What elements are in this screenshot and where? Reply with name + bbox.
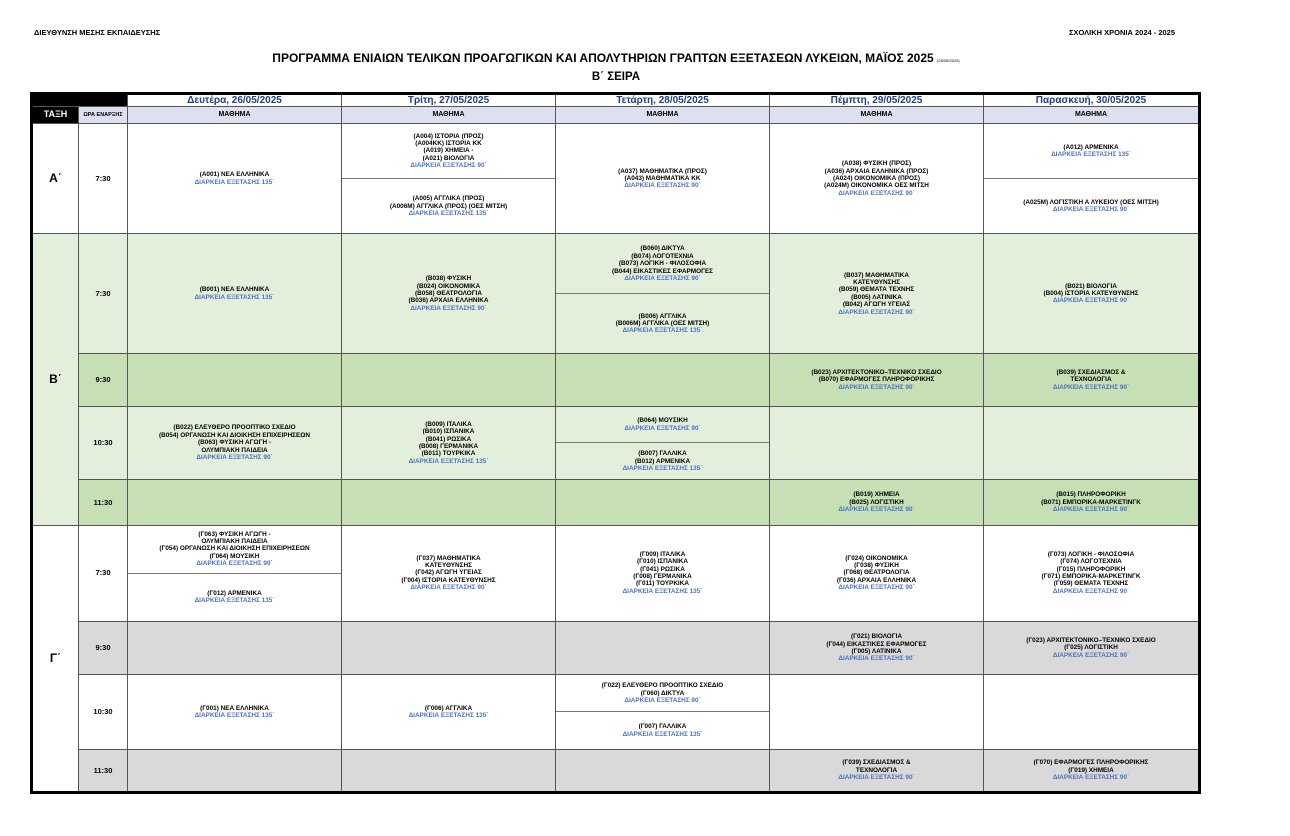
exam-duration: ΔΙΑΡΚΕΙΑ ΕΞΕΤΑΣΗΣ 135΄ xyxy=(194,293,275,301)
subject-line: (Α012) ΑΡΜΕΝΙΚΑ xyxy=(1063,143,1119,151)
subject-line: (Γ005) ΛΑΤΙΝΙΚΑ xyxy=(851,647,902,655)
subject-line: ΤΕΧΝΟΛΟΓΙΑ xyxy=(855,766,898,774)
exam-duration: ΔΙΑΡΚΕΙΑ ΕΞΕΤΑΣΗΣ 135΄ xyxy=(194,178,275,186)
subject-line: (Γ037) ΜΑΘΗΜΑΤΙΚΑ xyxy=(416,554,481,562)
day-header: Τρίτη, 27/05/2025 xyxy=(342,94,556,107)
exam-cell xyxy=(984,525,1200,621)
exam-duration: ΔΙΑΡΚΕΙΑ ΕΞΕΤΑΣΗΣ 135΄ xyxy=(408,209,489,217)
time-cell: 7:30 xyxy=(79,525,128,621)
time-cell: 10:30 xyxy=(79,675,128,749)
subject-line: (Γ063) ΦΥΣΙΚΗ ΑΓΩΓΗ - xyxy=(198,530,271,538)
page-subtitle: Β΄ ΣΕΙΡΑ xyxy=(591,71,641,83)
subject-line: (Γ009) ΙΤΑΛΙΚΑ xyxy=(639,550,686,558)
subject-line: (Γ021) ΒΙΟΛΟΓΙΑ xyxy=(850,633,903,641)
exam-cell xyxy=(770,480,984,525)
exam-cell xyxy=(128,675,342,749)
exam-duration: ΔΙΑΡΚΕΙΑ ΕΞΕΤΑΣΗΣ 135΄ xyxy=(622,465,703,473)
row-b-930 xyxy=(32,354,1200,407)
subject-line: (Β041) ΡΩΣΙΚΑ xyxy=(425,435,472,443)
exam-duration: ΔΙΑΡΚΕΙΑ ΕΞΕΤΑΣΗΣ 90΄ xyxy=(624,182,701,190)
exam-cell xyxy=(556,354,770,407)
exam-cell xyxy=(984,234,1200,354)
exam-duration: ΔΙΑΡΚΕΙΑ ΕΞΕΤΑΣΗΣ 135΄ xyxy=(622,730,703,738)
exam-duration: ΔΙΑΡΚΕΙΑ ΕΞΕΤΑΣΗΣ 90΄ xyxy=(624,274,701,282)
subject-line: (Β070) ΕΦΑΡΜΟΓΕΣ ΠΛΗΡΟΦΟΡΙΚΗΣ xyxy=(818,376,935,384)
exam-cell xyxy=(342,480,556,525)
row-b-1130 xyxy=(32,480,1200,525)
ora-header: ΩΡΑ ΕΝΑΡΞΗΣ xyxy=(79,107,128,124)
exam-cell xyxy=(984,621,1200,675)
subject-line: (Β008) ΓΕΡΜΑΝΙΚΑ xyxy=(418,442,479,450)
exam-duration: ΔΙΑΡΚΕΙΑ ΕΞΕΤΑΣΗΣ 90΄ xyxy=(1052,773,1130,781)
row-c-930 xyxy=(32,621,1200,675)
exam-duration: ΔΙΑΡΚΕΙΑ ΕΞΕΤΑΣΗΣ 90΄ xyxy=(838,584,915,592)
subject-line: (Β038) ΦΥΣΙΚΗ xyxy=(425,275,472,283)
exam-cell xyxy=(984,123,1200,233)
exam-cell xyxy=(984,406,1200,479)
exam-schedule-table xyxy=(30,92,1201,794)
time-cell: 9:30 xyxy=(79,354,128,407)
taxi-header: ΤΑΞΗ xyxy=(32,107,79,124)
class-label-c: Γ΄ xyxy=(32,525,79,792)
exam-cell xyxy=(342,406,556,479)
exam-duration: ΔΙΑΡΚΕΙΑ ΕΞΕΤΑΣΗΣ 90΄ xyxy=(1052,297,1130,305)
exam-duration: ΔΙΑΡΚΕΙΑ ΕΞΕΤΑΣΗΣ 135΄ xyxy=(1051,151,1131,159)
subject-line: (Α025Μ) ΛΟΓΙΣΤΙΚΗ Α ΛΥΚΕΙΟΥ (ΟΕΣ ΜΙΤΣΗ) xyxy=(1023,198,1159,206)
subject-line: (Β007) ΓΑΛΛΙΚΑ xyxy=(638,450,687,458)
subject-line: (Γ008) ΓΕΡΜΑΝΙΚΑ xyxy=(633,573,692,581)
subject-line: (Β023) ΑΡΧΙΤΕΚΤΟΝΙΚΟ–ΤΕΧΝΙΚΟ ΣΧΕΔΙΟ xyxy=(811,368,942,376)
subheader-row xyxy=(32,107,1200,124)
subject-line: (Γ012) ΑΡΜΕΝΙΚΑ xyxy=(207,589,262,597)
subject-line: ΚΑΤΕΥΘΥΝΣΗΣ xyxy=(853,278,900,286)
subject-line: (Β019) ΧΗΜΕΙΑ xyxy=(853,491,900,499)
exam-duration: ΔΙΑΡΚΕΙΑ ΕΞΕΤΑΣΗΣ 90΄ xyxy=(196,560,273,568)
subject-line: (Γ019) ΧΗΜΕΙΑ xyxy=(1068,766,1114,774)
exam-cell xyxy=(556,480,770,525)
exam-duration: ΔΙΑΡΚΕΙΑ ΕΞΕΤΑΣΗΣ 135΄ xyxy=(622,587,703,595)
subject-line: (Γ022) ΕΛΕΥΘΕΡΟ ΠΡΟΟΠΤΙΚΟ ΣΧΕΔΙΟ xyxy=(601,682,724,690)
subject-line: ΟΛΥΜΠΙΑΚΗ ΠΑΙΔΕΙΑ xyxy=(201,537,268,545)
exam-duration: ΔΙΑΡΚΕΙΑ ΕΞΕΤΑΣΗΣ 90΄ xyxy=(838,189,915,197)
subject-line: (Α024) ΟΙΚΟΝΟΜΙΚΑ (ΠΡΟΣ) xyxy=(833,174,920,182)
subject-line: (Γ001) ΝΕΑ ΕΛΛΗΝΙΚΑ xyxy=(200,704,269,712)
subject-line: (Γ038) ΦΥΣΙΚΗ xyxy=(854,561,899,569)
subject-line: (Β004) ΙΣΤΟΡΙΑ ΚΑΤΕΥΘΥΝΣΗΣ xyxy=(1043,290,1139,298)
exam-duration: ΔΙΑΡΚΕΙΑ ΕΞΕΤΑΣΗΣ 135΄ xyxy=(622,327,703,335)
subject-line: (Β022) ΕΛΕΥΘΕΡΟ ΠΡΟΟΠΤΙΚΟ ΣΧΕΔΙΟ xyxy=(173,424,296,432)
subject-line: (Β006) ΑΓΓΛΙΚΑ xyxy=(638,312,687,320)
exam-cell xyxy=(984,480,1200,525)
subject-line: (Β074) ΛΟΓΟΤΕΧΝΙΑ xyxy=(631,252,694,260)
exam-duration: ΔΙΑΡΚΕΙΑ ΕΞΕΤΑΣΗΣ 90΄ xyxy=(838,773,915,781)
subject-line: (Γ041) ΡΩΣΙΚΑ xyxy=(640,565,685,573)
exam-cell xyxy=(556,675,770,749)
day-header-row xyxy=(32,94,1200,107)
subject-line: (Α005) ΑΓΓΛΙΚΑ (ΠΡΟΣ) xyxy=(412,195,485,203)
class-label-a: Α΄ xyxy=(32,123,79,233)
exam-duration: ΔΙΑΡΚΕΙΑ ΕΞΕΤΑΣΗΣ 90΄ xyxy=(1052,206,1130,214)
exam-cell xyxy=(770,749,984,792)
subject-line: (Β015) ΠΛΗΡΟΦΟΡΙΚΗ xyxy=(1056,491,1126,499)
subject-line: (Β059) ΘΕΜΑΤΑ ΤΕΧΝΗΣ xyxy=(838,286,915,294)
subject-line: (Γ042) ΑΓΩΓΗ ΥΓΕΙΑΣ xyxy=(415,569,482,577)
exam-cell xyxy=(984,675,1200,749)
subject-line: (Β044) ΕΙΚΑΣΤΙΚΕΣ ΕΦΑΡΜΟΓΕΣ xyxy=(611,267,714,275)
exam-cell xyxy=(128,354,342,407)
subject-line: (Β010) ΙΣΠΑΝΙΚΑ xyxy=(422,428,475,436)
subject-line: (Β042) ΑΓΩΓΗ ΥΓΕΙΑΣ xyxy=(842,301,911,309)
subject-line: (Γ059) ΘΕΜΑΤΑ ΤΕΧΝΗΣ xyxy=(1053,580,1129,588)
time-cell: 9:30 xyxy=(79,621,128,675)
subject-line: (Γ074) ΛΟΓΟΤΕΧΝΙΑ xyxy=(1060,558,1122,566)
exam-duration: ΔΙΑΡΚΕΙΑ ΕΞΕΤΑΣΗΣ 90΄ xyxy=(624,424,701,432)
exam-cell xyxy=(556,621,770,675)
row-c-1130 xyxy=(32,749,1200,792)
subject-line: (Α043) ΜΑΘΗΜΑΤΙΚΑ ΚΚ xyxy=(624,174,701,182)
exam-cell xyxy=(128,123,342,233)
mathima-header: ΜΑΘΗΜΑ xyxy=(342,107,556,124)
subject-line: (Β025) ΛΟΓΙΣΤΙΚΗ xyxy=(849,498,904,506)
exam-cell xyxy=(770,525,984,621)
day-header: Δευτέρα, 26/05/2025 xyxy=(128,94,342,107)
mathima-header: ΜΑΘΗΜΑ xyxy=(984,107,1200,124)
exam-cell xyxy=(556,406,770,479)
exam-cell xyxy=(556,234,770,354)
exam-duration: ΔΙΑΡΚΕΙΑ ΕΞΕΤΑΣΗΣ 90΄ xyxy=(838,506,915,514)
subject-line: (Γ054) ΟΡΓΑΝΩΣΗ ΚΑΙ ΔΙΟΙΚΗΣΗ ΕΠΙΧΕΙΡΗΣΕΩΝ xyxy=(159,545,310,553)
exam-cell xyxy=(128,480,342,525)
subject-line: (Β063) ΦΥΣΙΚΗ ΑΓΩΓΗ - xyxy=(198,439,271,447)
subject-line: (Γ044) ΕΙΚΑΣΤΙΚΕΣ ΕΦΑΡΜΟΓΕΣ xyxy=(826,640,927,648)
subject-line: (Α024Μ) ΟΙΚΟΝΟΜΙΚΑ ΟΕΣ ΜΙΤΣΗ xyxy=(824,182,929,190)
exam-cell xyxy=(128,749,342,792)
day-header: Πέμπτη, 29/05/2025 xyxy=(770,94,984,107)
subject-line: (Β021) ΒΙΟΛΟΓΙΑ xyxy=(1065,282,1117,290)
exam-duration: ΔΙΑΡΚΕΙΑ ΕΞΕΤΑΣΗΣ 135΄ xyxy=(408,711,489,719)
exam-duration: ΔΙΑΡΚΕΙΑ ΕΞΕΤΑΣΗΣ 90΄ xyxy=(1052,506,1130,514)
exam-duration: ΔΙΑΡΚΕΙΑ ΕΞΕΤΑΣΗΣ 90΄ xyxy=(1052,587,1130,595)
subject-line: (Γ011) ΤΟΥΡΚΙΚΑ xyxy=(636,580,689,588)
exam-cell xyxy=(984,354,1200,407)
exam-cell xyxy=(770,621,984,675)
subject-line: (Α021) ΒΙΟΛΟΓΙΑ xyxy=(422,154,475,162)
subject-line: (Γ007) ΓΑΛΛΙΚΑ xyxy=(638,723,687,731)
subject-line: (Β054) ΟΡΓΑΝΩΣΗ ΚΑΙ ΔΙΟΙΚΗΣΗ ΕΠΙΧΕΙΡΗΣΕΩΝ xyxy=(158,431,311,439)
header-left: ΔΙΕΥΘΥΝΣΗ ΜΕΣΗΣ ΕΚΠΑΙΔΕΥΣΗΣ xyxy=(34,28,161,37)
time-cell: 11:30 xyxy=(79,480,128,525)
exam-cell xyxy=(770,675,984,749)
subject-line: (Β001) ΝΕΑ ΕΛΛΗΝΙΚΑ xyxy=(199,286,270,294)
row-a-730 xyxy=(32,123,1200,233)
subject-line: (Γ006) ΑΓΓΛΙΚΑ xyxy=(424,704,473,712)
exam-cell xyxy=(128,525,342,621)
time-cell: 7:30 xyxy=(79,234,128,354)
subject-line: (Γ070) ΕΦΑΡΜΟΓΕΣ ΠΛΗΡΟΦΟΡΙΚΗΣ xyxy=(1033,759,1149,767)
exam-cell xyxy=(342,354,556,407)
time-cell: 11:30 xyxy=(79,749,128,792)
exam-cell xyxy=(342,525,556,621)
subject-line: (Γ060) ΔΙΚΤΥΑ xyxy=(640,689,685,697)
subject-line: (Γ024) ΟΙΚΟΝΟΜΙΚΑ xyxy=(845,554,908,562)
subject-line: (Γ064) ΜΟΥΣΙΚΗ xyxy=(209,552,260,560)
subject-line: (Γ073) ΛΟΓΙΚΗ - ΦΙΛΟΣΟΦΙΑ xyxy=(1047,550,1135,558)
subject-line: (Β058) ΘΕΑΤΡΟΛΟΓΙΑ xyxy=(415,290,482,298)
subject-line: (Α006Μ) ΑΓΓΛΙΚΑ (ΠΡΟΣ) (ΟΕΣ ΜΙΤΣΗ) xyxy=(389,202,508,210)
exam-cell xyxy=(128,621,342,675)
exam-duration: ΔΙΑΡΚΕΙΑ ΕΞΕΤΑΣΗΣ 135΄ xyxy=(194,597,275,605)
day-header: Παρασκευή, 30/05/2025 xyxy=(984,94,1200,107)
exam-duration: ΔΙΑΡΚΕΙΑ ΕΞΕΤΑΣΗΣ 90΄ xyxy=(410,304,487,312)
subject-line: (Γ039) ΣΧΕΔΙΑΣΜΟΣ & xyxy=(842,759,911,767)
subject-line: (Β060) ΔΙΚΤΥΑ xyxy=(640,245,685,253)
row-b-1030 xyxy=(32,406,1200,479)
subject-line: (Β064) ΜΟΥΣΙΚΗ xyxy=(637,417,688,425)
subject-line: (Β071) ΕΜΠΟΡΙΚΑ-ΜΑΡΚΕΤΙΝΓΚ xyxy=(1041,498,1141,506)
exam-cell xyxy=(342,675,556,749)
exam-duration: ΔΙΑΡΚΕΙΑ ΕΞΕΤΑΣΗΣ 90΄ xyxy=(196,454,273,462)
header-right: ΣΧΟΛΙΚΗ ΧΡΟΝΙΑ 2024 - 2025 xyxy=(1069,28,1176,37)
exam-duration: ΔΙΑΡΚΕΙΑ ΕΞΕΤΑΣΗΣ 90΄ xyxy=(1052,651,1130,659)
subject-line: (Γ004) ΙΣΤΟΡΙΑ ΚΑΤΕΥΘΥΝΣΗΣ xyxy=(401,576,496,584)
exam-cell xyxy=(342,621,556,675)
exam-cell xyxy=(984,749,1200,792)
exam-cell xyxy=(556,749,770,792)
exam-duration: ΔΙΑΡΚΕΙΑ ΕΞΕΤΑΣΗΣ 135΄ xyxy=(408,457,489,465)
row-c-730 xyxy=(32,525,1200,621)
subject-line: (Β005) ΛΑΤΙΝΙΚΑ xyxy=(851,293,902,301)
subject-line: (Α004ΚΚ) ΙΣΤΟΡΙΑ ΚΚ xyxy=(415,139,482,147)
exam-duration: ΔΙΑΡΚΕΙΑ ΕΞΕΤΑΣΗΣ 90΄ xyxy=(838,655,915,663)
mathima-header: ΜΑΘΗΜΑ xyxy=(770,107,984,124)
exam-cell xyxy=(128,406,342,479)
exam-duration: ΔΙΑΡΚΕΙΑ ΕΞΕΤΑΣΗΣ 90΄ xyxy=(1052,383,1130,391)
time-cell: 7:30 xyxy=(79,123,128,233)
exam-duration: ΔΙΑΡΚΕΙΑ ΕΞΕΤΑΣΗΣ 90΄ xyxy=(838,308,915,316)
exam-duration: ΔΙΑΡΚΕΙΑ ΕΞΕΤΑΣΗΣ 90΄ xyxy=(624,697,701,705)
exam-duration: ΔΙΑΡΚΕΙΑ ΕΞΕΤΑΣΗΣ 90΄ xyxy=(838,383,915,391)
subject-line: (Β037) ΜΑΘΗΜΑΤΙΚΑ xyxy=(844,271,909,279)
subject-line: (Β073) ΛΟΓΙΚΗ - ΦΙΛΟΣΟΦΙΑ xyxy=(618,260,707,268)
exam-cell xyxy=(556,525,770,621)
corner-cell xyxy=(32,94,128,107)
exam-cell xyxy=(342,749,556,792)
exam-cell xyxy=(128,234,342,354)
subject-line: (Β012) ΑΡΜΕΝΙΚΑ xyxy=(634,457,691,465)
class-label-b: Β΄ xyxy=(32,234,79,525)
exam-cell xyxy=(770,123,984,233)
subject-line: (Β011) ΤΟΥΡΚΙΚΑ xyxy=(421,450,476,458)
subject-line: (Γ025) ΛΟΓΙΣΤΙΚΗ xyxy=(1064,644,1118,652)
day-header: Τετάρτη, 28/05/2025 xyxy=(556,94,770,107)
exam-cell xyxy=(770,354,984,407)
subject-line: (Γ010) ΙΣΠΑΝΙΚΑ xyxy=(637,558,688,566)
subject-line: ΤΕΧΝΟΛΟΓΙΑ xyxy=(1070,376,1112,384)
exam-cell xyxy=(556,123,770,233)
subject-line: (Β006Μ) ΑΓΓΛΙΚΑ (ΟΕΣ ΜΙΤΣΗ) xyxy=(615,320,710,328)
subject-line: (Γ068) ΘΕΑΤΡΟΛΟΓΙΑ xyxy=(843,569,910,577)
subject-line: (Α001) ΝΕΑ ΕΛΛΗΝΙΚΑ xyxy=(199,171,270,179)
title-note: (26/05/2025) xyxy=(937,58,960,63)
subject-line: (Β039) ΣΧΕΔΙΑΣΜΟΣ & xyxy=(1056,368,1126,376)
subject-line: (Α019) ΧΗΜΕΙΑ - xyxy=(423,147,474,155)
exam-cell xyxy=(770,234,984,354)
subject-line: (Α004) ΙΣΤΟΡΙΑ (ΠΡΟΣ) xyxy=(413,132,484,140)
exam-duration: ΔΙΑΡΚΕΙΑ ΕΞΕΤΑΣΗΣ 90΄ xyxy=(410,162,487,170)
exam-cell xyxy=(342,123,556,233)
row-b-730 xyxy=(32,234,1200,354)
subject-line: ΟΛΥΜΠΙΑΚΗ ΠΑΙΔΕΙΑ xyxy=(201,446,268,454)
subject-line: (Β009) ΙΤΑΛΙΚΑ xyxy=(425,420,472,428)
mathima-header: ΜΑΘΗΜΑ xyxy=(556,107,770,124)
subject-line: (Γ071) ΕΜΠΟΡΙΚΑ-ΜΑΡΚΕΤΙΝΓΚ xyxy=(1041,573,1141,581)
subject-line: (Α037) ΜΑΘΗΜΑΤΙΚΑ (ΠΡΟΣ) xyxy=(618,167,707,175)
subject-line: (Γ036) ΑΡΧΑΙΑ ΕΛΛΗΝΙΚΑ xyxy=(836,576,917,584)
row-c-1030 xyxy=(32,675,1200,749)
exam-duration: ΔΙΑΡΚΕΙΑ ΕΞΕΤΑΣΗΣ 90΄ xyxy=(410,584,487,592)
subject-line: (Α038) ΦΥΣΙΚΗ (ΠΡΟΣ) xyxy=(841,160,912,168)
subject-line: (Β024) ΟΙΚΟΝΟΜΙΚΑ xyxy=(416,282,481,290)
mathima-header: ΜΑΘΗΜΑ xyxy=(128,107,342,124)
page-title: ΠΡΟΓΡΑΜΜΑ ΕΝΙΑΙΩΝ ΤΕΛΙΚΩΝ ΠΡΟΑΓΩΓΙΚΩΝ ΚΑΙ ΑΠΟΛΥΤΗΡΙΩΝ ΓΡΑΠΤΩΝ ΕΞΕΤΑΣΕΩΝ ΛΥΚΕΙΩΝ, ΜΑΪΟΣ 2025 (26/05/2025) xyxy=(272,51,960,65)
subject-line: ΚΑΤΕΥΘΥΝΣΗΣ xyxy=(425,561,472,569)
time-cell: 10:30 xyxy=(79,406,128,479)
subject-line: (Α036) ΑΡΧΑΙΑ ΕΛΛΗΝΙΚΑ (ΠΡΟΣ) xyxy=(824,167,929,175)
exam-duration: ΔΙΑΡΚΕΙΑ ΕΞΕΤΑΣΗΣ 135΄ xyxy=(194,711,275,719)
subject-line: (Β036) ΑΡΧΑΙΑ ΕΛΛΗΝΙΚΑ xyxy=(408,297,489,305)
exam-cell xyxy=(342,234,556,354)
exam-cell xyxy=(770,406,984,479)
subject-line: (Γ023) ΑΡΧΙΤΕΚΤΟΝΙΚΟ–ΤΕΧΝΙΚΟ ΣΧΕΔΙΟ xyxy=(1026,636,1156,644)
subject-line: (Γ015) ΠΛΗΡΟΦΟΡΙΚΗ xyxy=(1056,565,1126,573)
